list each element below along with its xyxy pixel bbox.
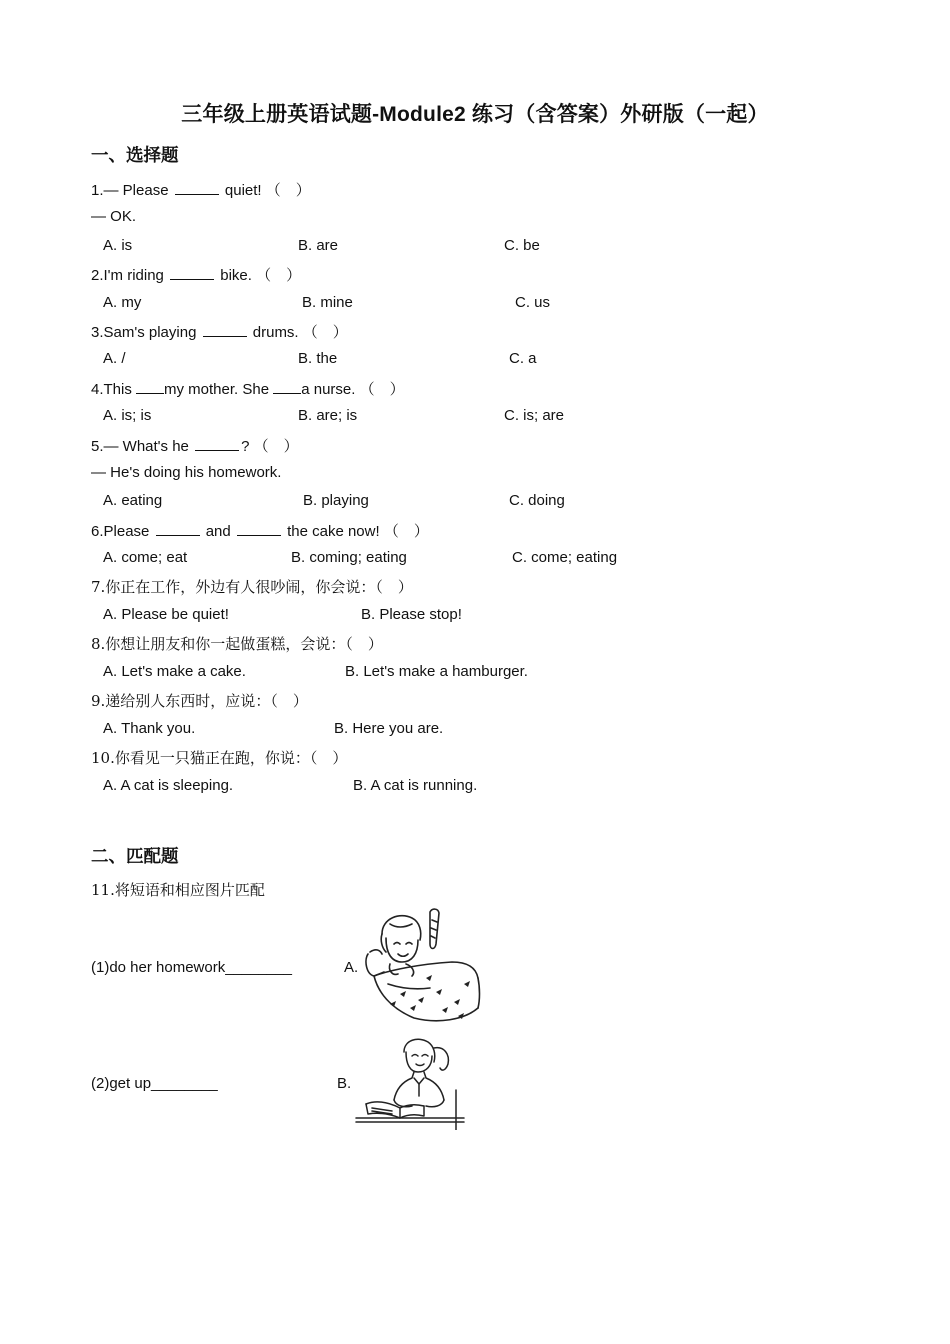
- question-11: 11.将短语和相应图片匹配: [91, 881, 265, 899]
- q9-option-a[interactable]: A. Thank you.: [103, 720, 196, 737]
- question-3-pre: 3.Sam's playing: [91, 324, 201, 341]
- q2-option-a[interactable]: A. my: [103, 294, 142, 311]
- question-4-mid: my mother. She: [164, 381, 274, 398]
- question-5-reply: — He's doing his homework.: [91, 464, 282, 481]
- girl-reading-illustration[interactable]: [352, 1034, 474, 1130]
- question-1-reply: — OK.: [91, 208, 137, 225]
- question-4-post: a nurse. （ ）: [301, 381, 405, 398]
- question-10: 10.你看见一只猫正在跑，你说：（ ）: [91, 749, 348, 767]
- match-label-b: B.: [337, 1075, 352, 1092]
- q4-option-a[interactable]: A. is; is: [103, 407, 152, 424]
- question-1-post: quiet! （ ）: [220, 182, 311, 199]
- q10-option-b[interactable]: B. A cat is running.: [353, 777, 478, 794]
- q6-option-a[interactable]: A. come; eat: [103, 549, 188, 566]
- q5-option-c[interactable]: C. doing: [509, 492, 565, 509]
- answer-blank[interactable]: [203, 322, 247, 337]
- answer-blank[interactable]: [156, 521, 200, 536]
- question-7: 7.你正在工作，外边有人很吵闹，你会说：（ ）: [91, 578, 413, 596]
- question-2-post: bike. （ ）: [216, 267, 302, 284]
- q7-option-a[interactable]: A. Please be quiet!: [103, 606, 229, 623]
- question-6-post: the cake now! （ ）: [282, 523, 429, 540]
- question-2: [91, 265, 301, 285]
- q4-option-b[interactable]: B. are; is: [298, 407, 358, 424]
- question-6-pre: 6.Please: [91, 523, 154, 540]
- answer-blank[interactable]: [136, 379, 164, 394]
- question-4: [91, 379, 405, 399]
- answer-blank[interactable]: [170, 265, 214, 280]
- match-item-1[interactable]: (1)do her homework________: [91, 959, 292, 976]
- match-item-2[interactable]: (2)get up________: [91, 1075, 218, 1092]
- q4-option-c[interactable]: C. is; are: [504, 407, 565, 424]
- q6-option-b[interactable]: B. coming; eating: [291, 549, 407, 566]
- match-label-a: A.: [344, 959, 359, 976]
- question-9: 9.递给别人东西时，应说：（ ）: [91, 692, 308, 710]
- q10-option-a[interactable]: A. A cat is sleeping.: [103, 777, 234, 794]
- question-8: 8.你想让朋友和你一起做蛋糕，会说：（ ）: [91, 635, 383, 653]
- question-5-pre: 5.— What's he: [91, 438, 194, 455]
- answer-blank[interactable]: [175, 180, 219, 195]
- question-5-post: ? （ ）: [241, 438, 299, 455]
- q1-option-b[interactable]: B. are: [298, 237, 339, 254]
- q3-option-b[interactable]: B. the: [298, 350, 338, 367]
- q2-option-b[interactable]: B. mine: [302, 294, 353, 311]
- answer-blank[interactable]: [195, 436, 239, 451]
- page-title: 三年级上册英语试题-Module2 练习（含答案）外研版（一起）: [181, 103, 769, 126]
- question-3-post: drums. （ ）: [248, 324, 348, 341]
- girl-in-bed-illustration[interactable]: [360, 904, 482, 1026]
- q7-option-b[interactable]: B. Please stop!: [361, 606, 462, 623]
- q3-option-a[interactable]: A. /: [103, 350, 126, 367]
- q9-option-b[interactable]: B. Here you are.: [334, 720, 444, 737]
- q8-option-b[interactable]: B. Let's make a hamburger.: [345, 663, 528, 680]
- q5-option-a[interactable]: A. eating: [103, 492, 163, 509]
- q2-option-c[interactable]: C. us: [515, 294, 551, 311]
- answer-blank[interactable]: [273, 379, 301, 394]
- question-6-mid: and: [201, 523, 235, 540]
- question-3: [91, 322, 348, 342]
- section-heading-choice: 一、选择题: [91, 145, 179, 165]
- question-4-pre: 4.This: [91, 381, 137, 398]
- section-heading-matching: 二、匹配题: [91, 846, 179, 866]
- answer-blank[interactable]: [237, 521, 281, 536]
- q5-option-b[interactable]: B. playing: [303, 492, 369, 509]
- q1-option-a[interactable]: A. is: [103, 237, 133, 254]
- question-5: [91, 436, 299, 456]
- q3-option-c[interactable]: C. a: [509, 350, 537, 367]
- question-6: [91, 521, 429, 541]
- q1-option-c[interactable]: C. be: [504, 237, 540, 254]
- question-1-pre: 1.— Please: [91, 182, 173, 199]
- question-1: [91, 180, 311, 200]
- question-2-pre: 2.I'm riding: [91, 267, 169, 284]
- q6-option-c[interactable]: C. come; eating: [512, 549, 618, 566]
- q8-option-a[interactable]: A. Let's make a cake.: [103, 663, 246, 680]
